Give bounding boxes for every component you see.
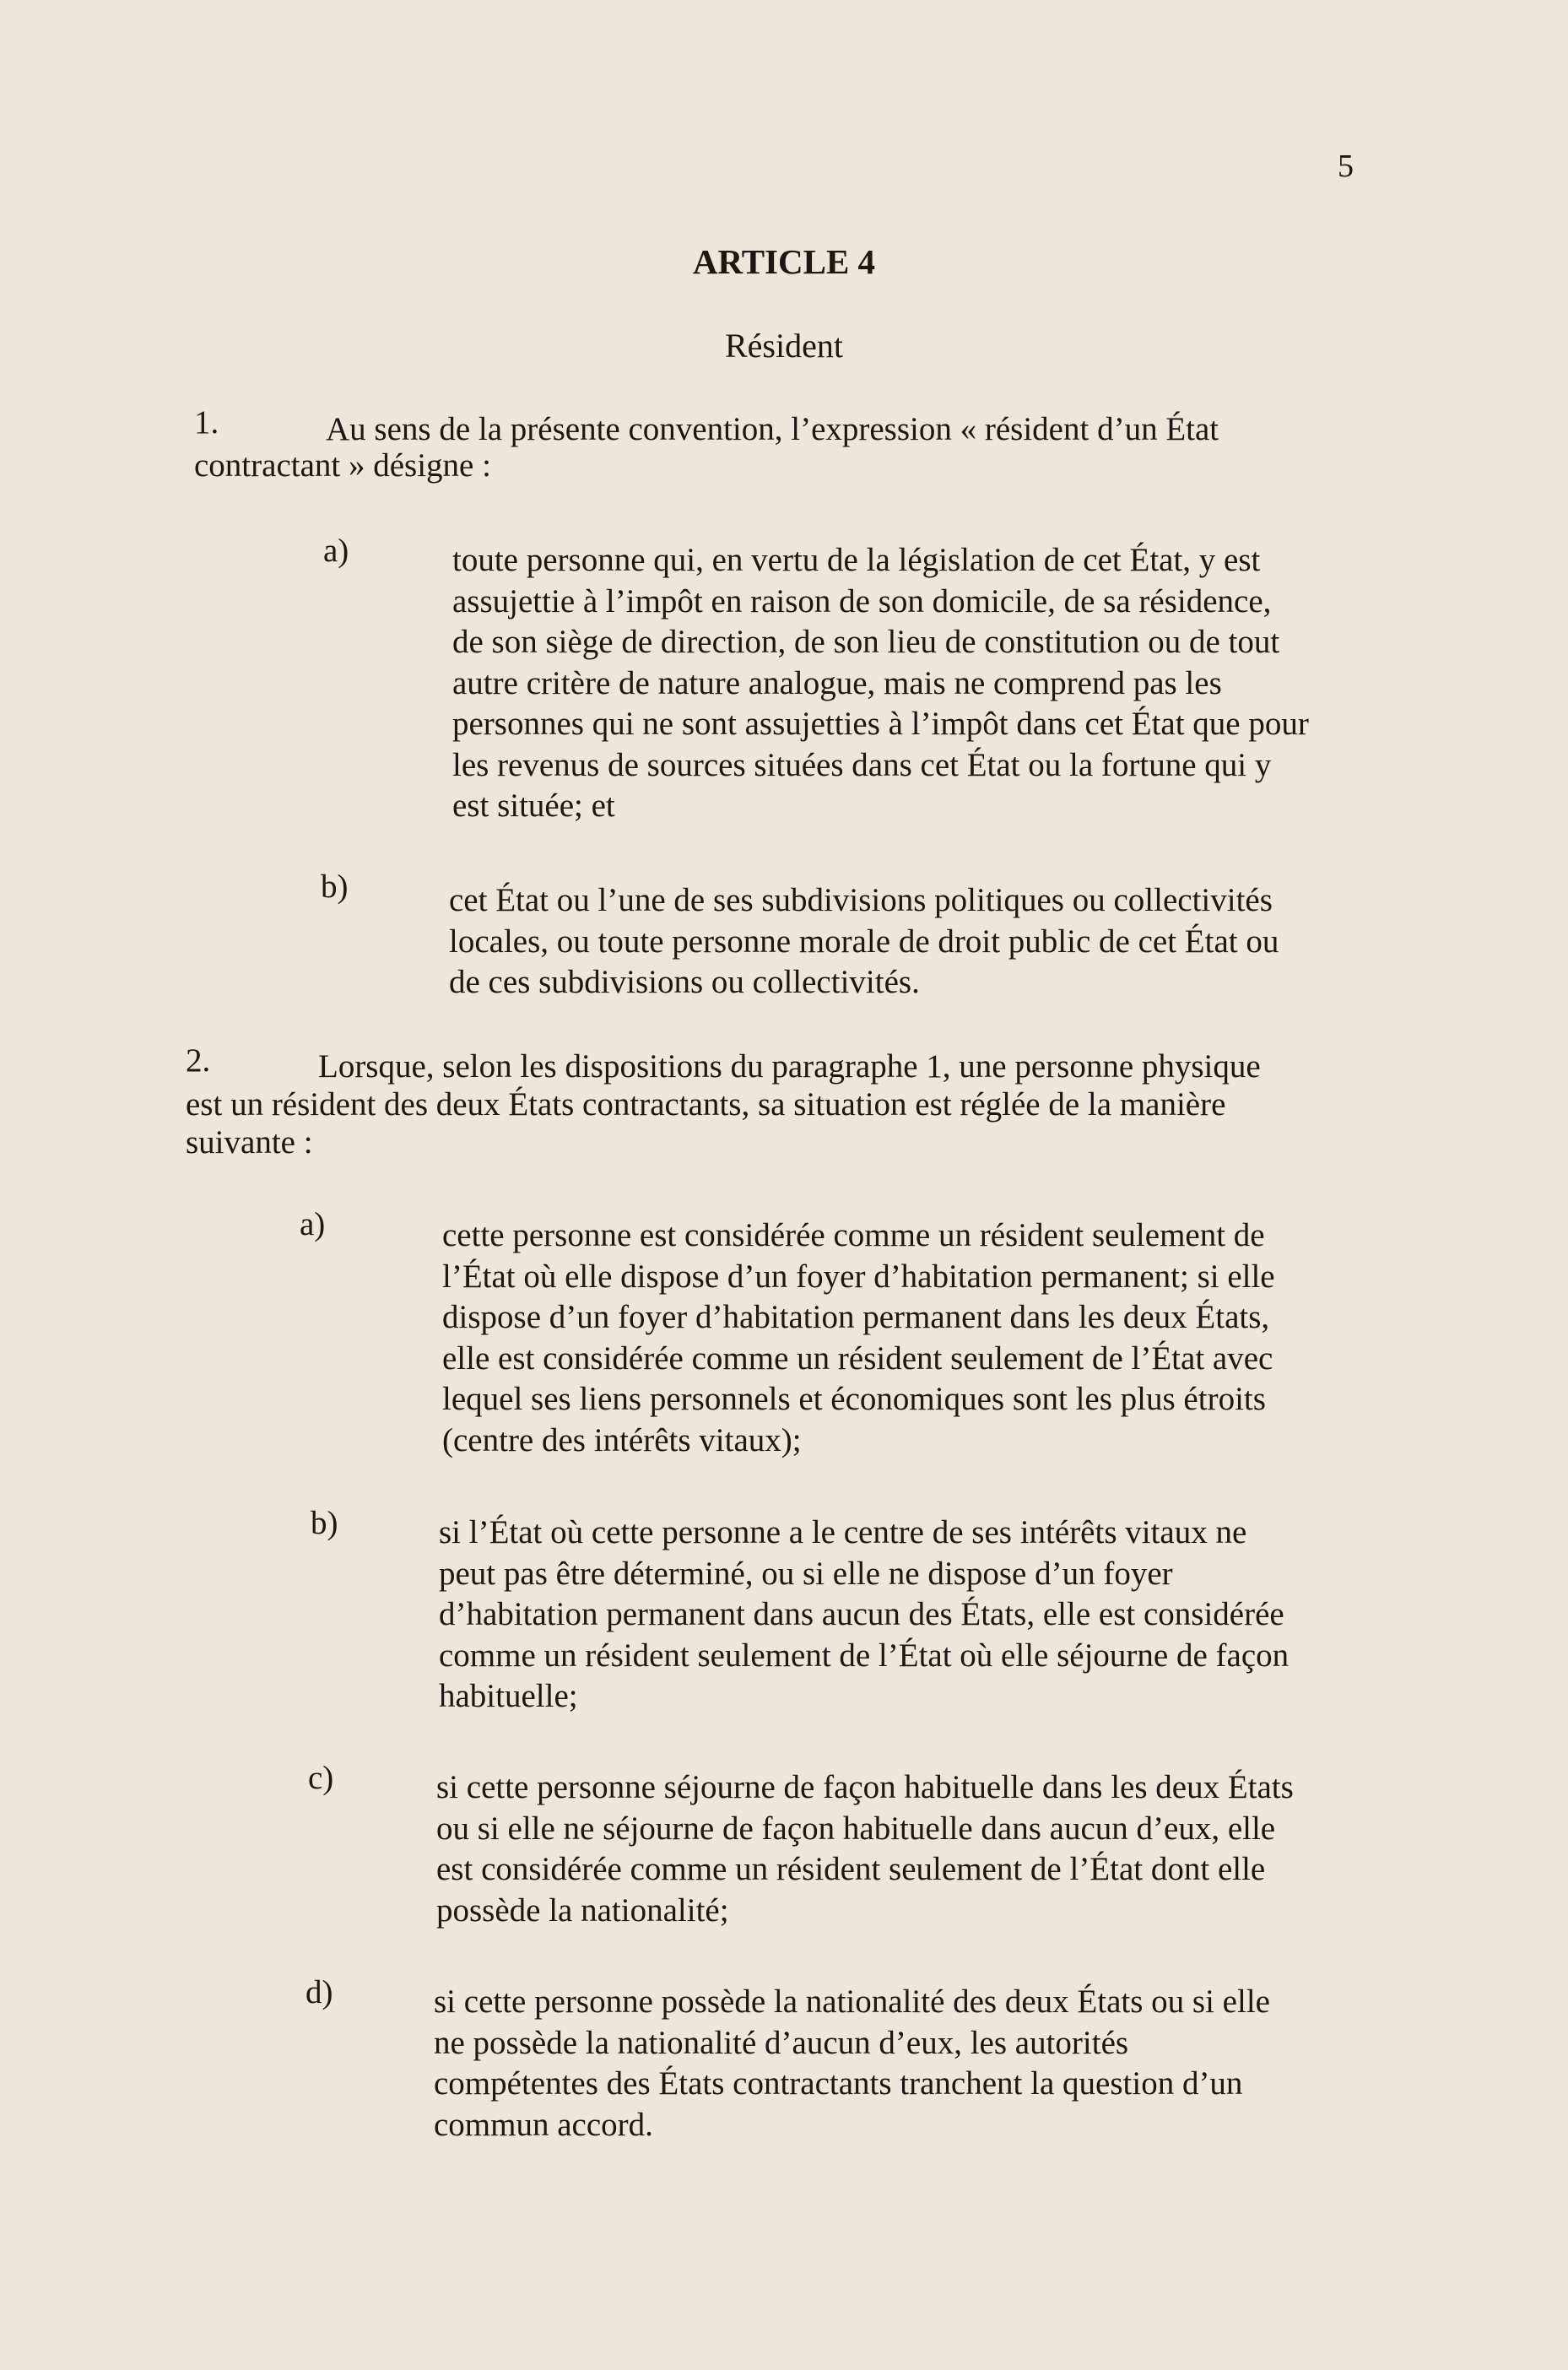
paragraph-1-line-2: contractant » désigne : xyxy=(194,447,491,484)
text-line: dispose d’un foyer d’habitation permanent dans les deux États, xyxy=(442,1299,1270,1335)
item-1b-label: b) xyxy=(321,868,349,905)
text-line: (centre des intérêts vitaux); xyxy=(442,1421,802,1458)
article-subtitle: Résident xyxy=(725,327,843,365)
text-line: lequel ses liens personnels et économiques sont les plus étroits xyxy=(442,1381,1266,1417)
text-line: ne possède la nationalité d’aucun d’eux, les autorités xyxy=(434,2024,1129,2061)
text-line: toute personne qui, en vertu de la législation de cet État, y est xyxy=(452,542,1261,578)
text-line: compétentes des États contractants tranchent la question d’un xyxy=(434,2065,1243,2102)
item-1b-text xyxy=(449,880,1279,1004)
item-1a-text xyxy=(452,540,1309,827)
paragraph-2-line-1: Lorsque, selon les dispositions du paragraphe 1, une personne physique xyxy=(318,1048,1261,1085)
text-line: personnes qui ne sont assujetties à l’impôt dans cet État que pour xyxy=(452,706,1309,742)
text-line: si l’État où cette personne a le centre de ses intérêts vitaux ne xyxy=(439,1514,1247,1550)
item-2d-text xyxy=(434,1982,1270,2145)
article-title: ARTICLE 4 xyxy=(692,242,876,281)
text-line: d’habitation permanent dans aucun des États, elle est considérée xyxy=(439,1596,1284,1632)
item-2a-label: a) xyxy=(300,1206,326,1242)
paragraph-2-line-2: est un résident des deux États contractants, sa situation est réglée de la manière xyxy=(186,1086,1226,1123)
text-line: est considérée comme un résident seulement de l’État dont elle xyxy=(436,1851,1266,1887)
text-line: comme un résident seulement de l’État où elle séjourne de façon xyxy=(439,1637,1290,1674)
item-1a-label: a) xyxy=(323,533,349,569)
paragraph-2-number: 2. xyxy=(186,1042,211,1079)
text-line: de son siège de direction, de son lieu de constitution ou de tout xyxy=(452,624,1280,660)
text-line: locales, ou toute personne morale de droit public de cet État ou xyxy=(449,923,1279,960)
paragraph-2-line-3: suivante : xyxy=(186,1124,313,1161)
text-line: commun accord. xyxy=(434,2106,653,2143)
paragraph-1-number: 1. xyxy=(194,404,219,441)
text-line: habituelle; xyxy=(439,1678,578,1714)
paragraph-1-line-1: Au sens de la présente convention, l’expression « résident d’un État xyxy=(326,411,1219,447)
text-line: si cette personne possède la nationalité des deux États ou si elle xyxy=(434,1983,1270,2020)
text-line: assujettie à l’impôt en raison de son domicile, de sa résidence, xyxy=(452,582,1272,620)
item-2b-label: b) xyxy=(311,1505,338,1541)
item-2a-text xyxy=(442,1215,1275,1461)
item-2b-text xyxy=(439,1512,1289,1718)
text-line: peut pas être déterminé, ou si elle ne dispose d’un foyer xyxy=(439,1555,1173,1592)
text-line: les revenus de sources situées dans cet État ou la fortune qui y xyxy=(452,746,1272,783)
page-number: 5 xyxy=(1338,149,1354,184)
text-line: cette personne est considérée comme un résident seulement de xyxy=(442,1217,1265,1253)
text-line: cet État ou l’une de ses subdivisions politiques ou collectivités xyxy=(449,882,1273,918)
item-2c-text xyxy=(436,1767,1294,1931)
text-line: autre critère de nature analogue, mais ne comprend pas les xyxy=(452,664,1222,701)
text-line: l’État où elle dispose d’un foyer d’habitation permanent; si elle xyxy=(442,1258,1275,1295)
text-line: possède la nationalité; xyxy=(436,1891,729,1929)
item-2c-label: c) xyxy=(308,1760,334,1796)
text-line: si cette personne séjourne de façon habituelle dans les deux États xyxy=(436,1769,1294,1805)
text-line: elle est considérée comme un résident seulement de l’État avec xyxy=(442,1339,1273,1377)
text-line: ou si elle ne séjourne de façon habituelle dans aucun d’eux, elle xyxy=(436,1810,1276,1847)
text-line: est située; et xyxy=(452,787,615,824)
text-line: de ces subdivisions ou collectivités. xyxy=(449,964,920,1000)
item-2d-label: d) xyxy=(305,1974,333,2010)
